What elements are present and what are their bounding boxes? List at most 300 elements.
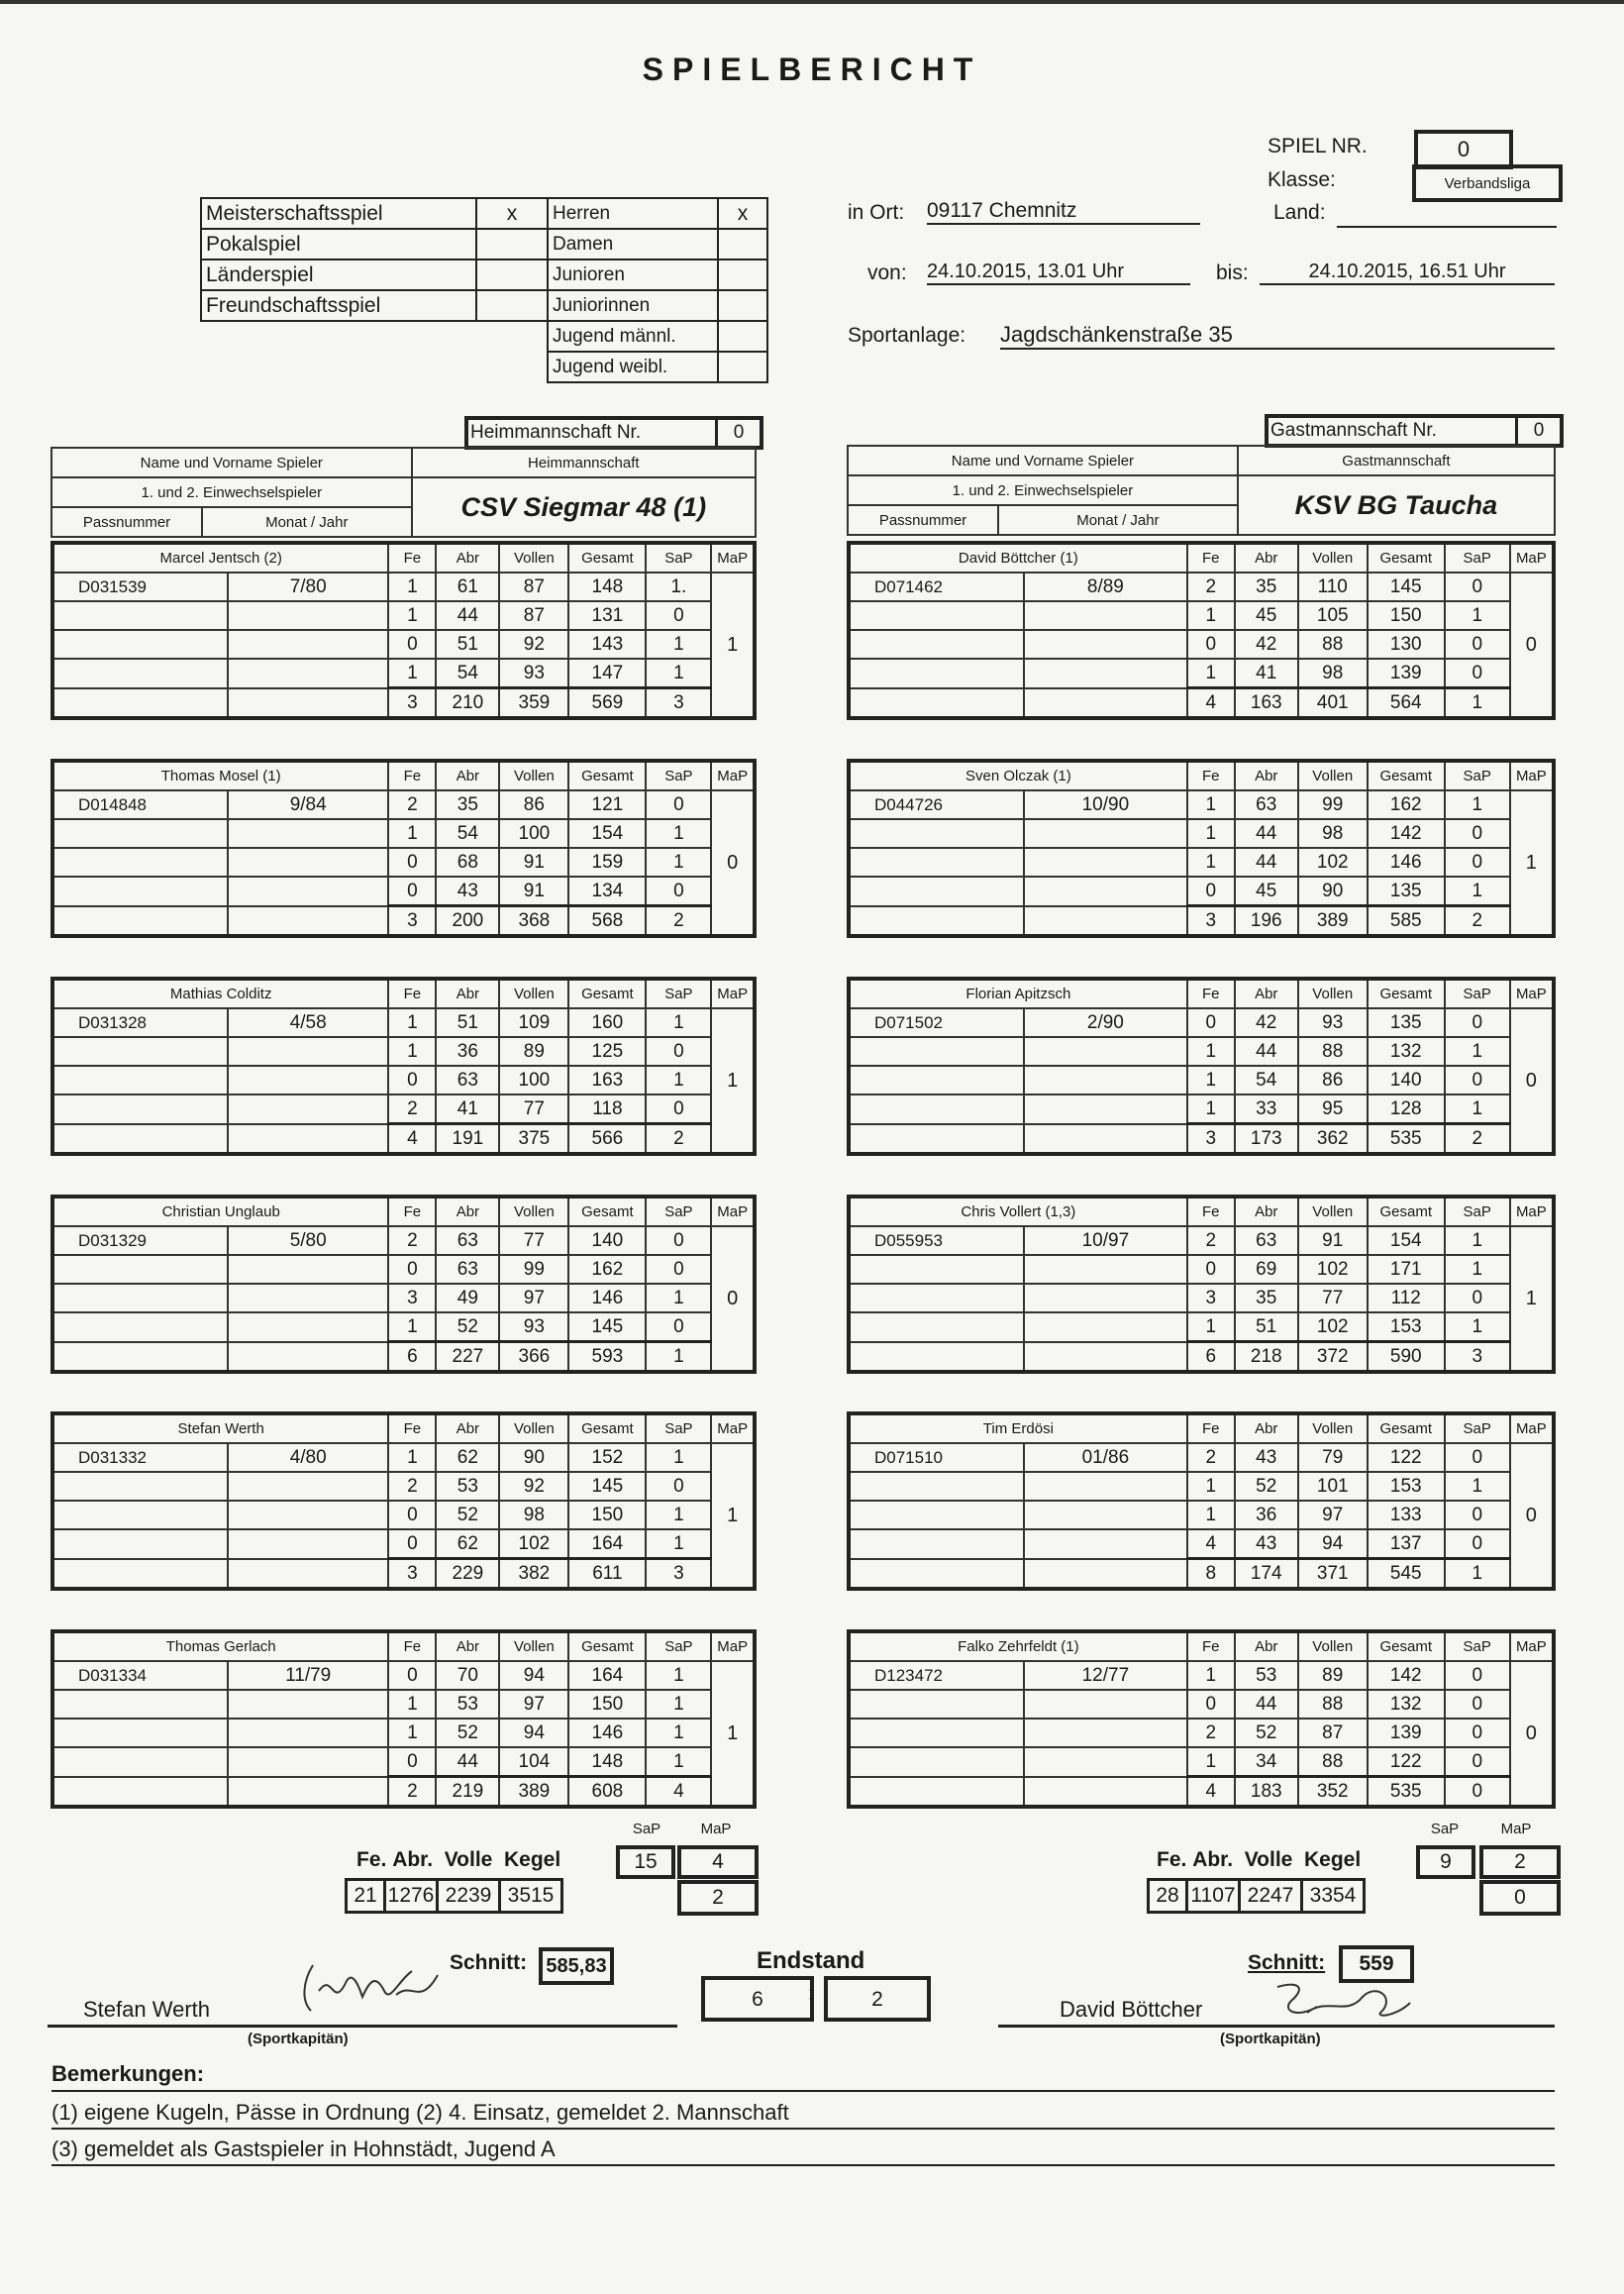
category-label: Jugend männl.	[548, 321, 718, 352]
guest-captain-signature	[1268, 1967, 1426, 2027]
throw-cell: 88	[1298, 630, 1368, 659]
throw-cell: 146	[568, 1719, 646, 1747]
vollen-header: Vollen	[499, 1197, 568, 1226]
throw-cell: 94	[1298, 1529, 1368, 1559]
empty-cell	[52, 688, 228, 719]
guest-sum-labels	[1157, 1848, 1361, 1872]
throw-row	[849, 659, 1554, 688]
throw-cell: 0	[1445, 1529, 1510, 1559]
throw-cell: 1	[388, 573, 436, 601]
throw-cell: 0	[388, 877, 436, 906]
empty-cell	[228, 1095, 388, 1124]
fe-header: Fe	[1187, 979, 1235, 1008]
throw-cell: 1	[1445, 1095, 1510, 1124]
throw-row	[52, 1661, 755, 1690]
guest-sum-kegel: 3354	[1302, 1880, 1365, 1913]
throw-cell: 54	[1235, 1066, 1298, 1095]
throw-row	[849, 630, 1554, 659]
throw-cell: 131	[568, 601, 646, 630]
empty-cell	[228, 1284, 388, 1312]
empty-cell	[1024, 1312, 1187, 1342]
total-cell: 389	[499, 1777, 568, 1808]
throw-cell: 105	[1298, 601, 1368, 630]
throw-row	[849, 1312, 1554, 1342]
throw-cell: 148	[568, 573, 646, 601]
category-mark	[718, 352, 767, 382]
total-row	[52, 1559, 755, 1590]
throw-cell: 1	[1445, 601, 1510, 630]
throw-cell: 1	[1445, 1226, 1510, 1255]
sap-header: SaP	[646, 1631, 711, 1661]
throw-row	[849, 601, 1554, 630]
map-header: MaP	[711, 979, 755, 1008]
throw-cell: 1	[388, 1312, 436, 1342]
spiel-nr-box: 0	[1414, 130, 1513, 169]
player-date: 10/90	[1024, 790, 1187, 819]
empty-cell	[228, 848, 388, 877]
empty-cell	[1024, 601, 1187, 630]
guest-map-label: MaP	[1500, 1821, 1532, 1837]
throw-cell: 90	[499, 1443, 568, 1472]
ort-label: in Ort:	[848, 201, 905, 224]
endstand-label: Endstand	[757, 1947, 865, 1974]
player-date: 2/90	[1024, 1008, 1187, 1037]
gesamt-header: Gesamt	[568, 1413, 646, 1443]
guest-captain-line	[998, 2025, 1555, 2028]
throw-cell: 91	[499, 848, 568, 877]
throw-cell: 44	[1235, 819, 1298, 848]
empty-cell	[1024, 1255, 1187, 1284]
total-row	[52, 1777, 755, 1808]
player-date: 01/86	[1024, 1443, 1187, 1472]
empty-cell	[849, 848, 1024, 877]
top-edge	[0, 0, 1624, 4]
throw-cell: 53	[1235, 1661, 1298, 1690]
empty-cell	[228, 877, 388, 906]
empty-cell	[52, 1312, 228, 1342]
throw-cell: 0	[1445, 1690, 1510, 1719]
sum-volle-label: Volle	[444, 1848, 493, 1871]
vollen-header: Vollen	[1298, 761, 1368, 790]
player-name: Thomas Gerlach	[52, 1631, 388, 1661]
ort-value: 09117 Chemnitz	[927, 199, 1200, 225]
sportanlage-label: Sportanlage:	[848, 324, 966, 347]
throw-cell: 87	[499, 573, 568, 601]
empty-cell	[849, 1747, 1024, 1777]
throw-cell: 87	[1298, 1719, 1368, 1747]
throw-cell: 42	[1235, 630, 1298, 659]
player-pass: D071502	[849, 1008, 1024, 1037]
throw-cell: 2	[388, 790, 436, 819]
throw-cell: 0	[1445, 1008, 1510, 1037]
vollen-header: Vollen	[1298, 1631, 1368, 1661]
empty-cell	[849, 659, 1024, 688]
throw-cell: 1	[1187, 659, 1235, 688]
throw-cell: 91	[499, 877, 568, 906]
throw-row	[52, 848, 755, 877]
empty-cell	[1024, 630, 1187, 659]
throw-cell: 97	[1298, 1501, 1368, 1529]
throw-cell: 133	[1368, 1501, 1445, 1529]
throw-cell: 52	[436, 1501, 499, 1529]
empty-cell	[52, 877, 228, 906]
home-player-block	[51, 977, 757, 1156]
throw-cell: 36	[436, 1037, 499, 1066]
fe-header: Fe	[1187, 543, 1235, 573]
home-sum-abr: 1276	[385, 1880, 438, 1913]
empty-cell	[849, 1037, 1024, 1066]
empty-cell	[228, 1777, 388, 1808]
sap-header: SaP	[1445, 1197, 1510, 1226]
sap-header: SaP	[1445, 1631, 1510, 1661]
empty-cell	[849, 1472, 1024, 1501]
empty-cell	[1024, 1095, 1187, 1124]
abr-header: Abr	[1235, 1631, 1298, 1661]
vollen-header: Vollen	[499, 1413, 568, 1443]
throw-cell: 153	[1368, 1312, 1445, 1342]
throw-cell: 43	[1235, 1529, 1298, 1559]
sap-header: SaP	[646, 761, 711, 790]
player-pass: D055953	[849, 1226, 1024, 1255]
player-name: David Böttcher (1)	[849, 543, 1187, 573]
einwechsel-header: 1. und 2. Einwechselspieler	[848, 475, 1238, 505]
player-pass: D031328	[52, 1008, 228, 1037]
total-row	[52, 1342, 755, 1373]
empty-cell	[52, 1501, 228, 1529]
throw-cell: 1	[646, 848, 711, 877]
throw-row	[849, 1008, 1554, 1037]
throw-cell: 0	[646, 1095, 711, 1124]
player-date: 9/84	[228, 790, 388, 819]
empty-cell	[1024, 659, 1187, 688]
empty-cell	[228, 688, 388, 719]
throw-cell: 93	[1298, 1008, 1368, 1037]
empty-cell	[228, 819, 388, 848]
abr-header: Abr	[1235, 979, 1298, 1008]
throw-row	[849, 790, 1554, 819]
empty-cell	[1024, 688, 1187, 719]
empty-cell	[228, 1472, 388, 1501]
throw-cell: 69	[1235, 1255, 1298, 1284]
throw-cell: 1	[646, 1719, 711, 1747]
sap-header: SaP	[1445, 1413, 1510, 1443]
throw-row	[52, 1312, 755, 1342]
home-sum-kegel: 3515	[500, 1880, 562, 1913]
fe-header: Fe	[388, 1197, 436, 1226]
player-date: 4/80	[228, 1443, 388, 1472]
player-name: Florian Apitzsch	[849, 979, 1187, 1008]
empty-cell	[1024, 819, 1187, 848]
total-cell: 2	[1445, 906, 1510, 937]
total-cell: 590	[1368, 1342, 1445, 1373]
throw-cell: 2	[388, 1095, 436, 1124]
total-row	[52, 1124, 755, 1155]
throw-cell: 0	[388, 1501, 436, 1529]
throw-cell: 0	[1187, 877, 1235, 906]
sum-abr-label: Abr.	[1192, 1848, 1234, 1871]
throw-cell: 52	[436, 1312, 499, 1342]
empty-cell	[1024, 1559, 1187, 1590]
throw-cell: 35	[1235, 1284, 1298, 1312]
throw-cell: 143	[568, 630, 646, 659]
throw-cell: 0	[388, 1661, 436, 1690]
empty-cell	[228, 1690, 388, 1719]
throw-cell: 63	[436, 1226, 499, 1255]
empty-cell	[228, 1312, 388, 1342]
empty-cell	[1024, 1472, 1187, 1501]
category-mark	[718, 229, 767, 260]
throw-cell: 63	[1235, 1226, 1298, 1255]
throw-cell: 134	[568, 877, 646, 906]
throw-cell: 146	[568, 1284, 646, 1312]
sportanlage-value: Jagdschänkenstraße 35	[1000, 322, 1555, 350]
empty-cell	[228, 1559, 388, 1590]
home-sum-fe: 21	[347, 1880, 385, 1913]
vollen-header: Vollen	[1298, 1197, 1368, 1226]
total-cell: 1	[1445, 688, 1510, 719]
throw-cell: 1	[1187, 1066, 1235, 1095]
remarks-label: Bemerkungen:	[51, 2061, 205, 2086]
throw-row	[849, 1690, 1554, 1719]
throw-cell: 162	[568, 1255, 646, 1284]
throw-cell: 1	[646, 630, 711, 659]
throw-cell: 0	[1445, 573, 1510, 601]
throw-row	[52, 1719, 755, 1747]
monat-jahr-header: Monat / Jahr	[998, 505, 1238, 535]
empty-cell	[1024, 1690, 1187, 1719]
total-cell: 371	[1298, 1559, 1368, 1590]
throw-cell: 164	[568, 1661, 646, 1690]
total-cell: 2	[646, 906, 711, 937]
guest-sap-label: SaP	[1430, 1821, 1460, 1837]
throw-cell: 53	[436, 1472, 499, 1501]
gesamt-header: Gesamt	[1368, 1413, 1445, 1443]
throw-cell: 154	[568, 819, 646, 848]
throw-cell: 2	[1187, 1226, 1235, 1255]
total-cell: 4	[1187, 1777, 1235, 1808]
throw-cell: 1	[1445, 1312, 1510, 1342]
fe-header: Fe	[1187, 1413, 1235, 1443]
throw-row	[849, 1747, 1554, 1777]
empty-cell	[228, 659, 388, 688]
throw-cell: 94	[499, 1661, 568, 1690]
home-nr-value: 0	[715, 420, 760, 446]
throw-cell: 145	[568, 1312, 646, 1342]
player-map: 1	[711, 1661, 755, 1807]
name-header: Name und Vorname Spieler	[848, 446, 1238, 475]
empty-cell	[52, 1719, 228, 1747]
total-row	[849, 1777, 1554, 1808]
empty-cell	[52, 819, 228, 848]
player-name: Marcel Jentsch (2)	[52, 543, 388, 573]
total-cell: 566	[568, 1124, 646, 1155]
total-cell: 535	[1368, 1777, 1445, 1808]
empty-cell	[849, 601, 1024, 630]
sum-abr-label: Abr.	[392, 1848, 434, 1871]
empty-cell	[1024, 1066, 1187, 1095]
empty-cell	[52, 1529, 228, 1559]
home-team-header	[51, 447, 757, 538]
empty-cell	[849, 1777, 1024, 1808]
guest-nr-box	[1265, 414, 1564, 448]
throw-cell: 109	[499, 1008, 568, 1037]
throw-cell: 62	[436, 1443, 499, 1472]
throw-cell: 102	[1298, 1312, 1368, 1342]
total-cell: 6	[388, 1342, 436, 1373]
abr-header: Abr	[436, 1631, 499, 1661]
throw-cell: 44	[1235, 848, 1298, 877]
total-cell: 568	[568, 906, 646, 937]
gesamt-header: Gesamt	[568, 1631, 646, 1661]
player-map: 0	[711, 790, 755, 936]
throw-cell: 1	[1445, 1255, 1510, 1284]
throw-cell: 1	[1445, 790, 1510, 819]
game-type-mark	[476, 229, 548, 260]
throw-cell: 1	[388, 659, 436, 688]
throw-row	[849, 1066, 1554, 1095]
home-sum-volle: 2239	[438, 1880, 500, 1913]
throw-cell: 93	[499, 1312, 568, 1342]
passnummer-header: Passnummer	[848, 505, 998, 535]
fe-header: Fe	[388, 543, 436, 573]
category-label: Juniorinnen	[548, 290, 718, 321]
throw-cell: 1	[646, 1661, 711, 1690]
throw-cell: 1.	[646, 573, 711, 601]
total-cell: 1	[646, 1342, 711, 1373]
throw-cell: 163	[568, 1066, 646, 1095]
empty-cell	[849, 1690, 1024, 1719]
throw-cell: 91	[1298, 1226, 1368, 1255]
empty-cell	[52, 1747, 228, 1777]
throw-cell: 150	[568, 1501, 646, 1529]
throw-cell: 92	[499, 630, 568, 659]
empty-cell	[228, 1342, 388, 1373]
empty-cell	[849, 906, 1024, 937]
throw-cell: 94	[499, 1719, 568, 1747]
throw-cell: 1	[646, 1008, 711, 1037]
throw-cell: 35	[436, 790, 499, 819]
throw-cell: 1	[1187, 1472, 1235, 1501]
home-captain-signature	[293, 1951, 461, 2019]
player-pass: D123472	[849, 1661, 1024, 1690]
throw-row	[52, 1690, 755, 1719]
total-cell: 227	[436, 1342, 499, 1373]
throw-cell: 100	[499, 1066, 568, 1095]
throw-cell: 171	[1368, 1255, 1445, 1284]
total-cell: 173	[1235, 1124, 1298, 1155]
total-cell: 593	[568, 1342, 646, 1373]
throw-cell: 1	[646, 1747, 711, 1777]
throw-cell: 87	[499, 601, 568, 630]
game-type-mark	[476, 290, 548, 321]
total-cell: 191	[436, 1124, 499, 1155]
throw-row	[52, 1226, 755, 1255]
throw-cell: 0	[1445, 659, 1510, 688]
total-cell: 163	[1235, 688, 1298, 719]
player-map: 1	[1510, 1226, 1554, 1372]
sap-header: SaP	[646, 979, 711, 1008]
guest-map-final: 0	[1479, 1880, 1561, 1916]
total-cell: 545	[1368, 1559, 1445, 1590]
throw-cell: 1	[1187, 601, 1235, 630]
spacer	[201, 321, 476, 352]
throw-cell: 0	[1187, 1008, 1235, 1037]
throw-cell: 45	[1235, 877, 1298, 906]
throw-cell: 1	[1187, 790, 1235, 819]
throw-cell: 0	[1187, 1255, 1235, 1284]
throw-row	[52, 1472, 755, 1501]
throw-cell: 99	[499, 1255, 568, 1284]
throw-cell: 1	[388, 819, 436, 848]
guest-map-total: 2	[1479, 1845, 1561, 1879]
total-cell: 219	[436, 1777, 499, 1808]
guest-player-block	[847, 759, 1556, 938]
throw-cell: 0	[646, 601, 711, 630]
throw-cell: 1	[646, 1443, 711, 1472]
player-pass: D044726	[849, 790, 1024, 819]
throw-row	[52, 630, 755, 659]
throw-cell: 98	[1298, 659, 1368, 688]
empty-cell	[1024, 1124, 1187, 1155]
throw-cell: 135	[1368, 877, 1445, 906]
throw-cell: 97	[499, 1284, 568, 1312]
throw-cell: 1	[646, 819, 711, 848]
gesamt-header: Gesamt	[1368, 1197, 1445, 1226]
throw-cell: 98	[1298, 819, 1368, 848]
guest-player-block	[847, 977, 1556, 1156]
throw-cell: 1	[646, 1066, 711, 1095]
throw-cell: 63	[436, 1066, 499, 1095]
total-cell: 174	[1235, 1559, 1298, 1590]
total-row	[52, 906, 755, 937]
player-name: Tim Erdösi	[849, 1413, 1187, 1443]
spacer	[201, 352, 476, 382]
player-name: Sven Olczak (1)	[849, 761, 1187, 790]
map-header: MaP	[1510, 979, 1554, 1008]
throw-cell: 89	[1298, 1661, 1368, 1690]
player-date: 5/80	[228, 1226, 388, 1255]
total-cell: 3	[646, 688, 711, 719]
sum-kegel-label: Kegel	[1304, 1848, 1362, 1871]
empty-cell	[1024, 1037, 1187, 1066]
throw-cell: 0	[646, 1312, 711, 1342]
vollen-header: Vollen	[499, 979, 568, 1008]
von-label: von:	[867, 261, 907, 284]
empty-cell	[228, 1501, 388, 1529]
player-date: 7/80	[228, 573, 388, 601]
throw-cell: 148	[568, 1747, 646, 1777]
fe-header: Fe	[1187, 1631, 1235, 1661]
throw-row	[849, 573, 1554, 601]
throw-cell: 142	[1368, 1661, 1445, 1690]
fe-header: Fe	[388, 979, 436, 1008]
empty-cell	[849, 1066, 1024, 1095]
vollen-header: Vollen	[499, 1631, 568, 1661]
throw-cell: 1	[1187, 1747, 1235, 1777]
throw-cell: 86	[1298, 1066, 1368, 1095]
empty-cell	[849, 1095, 1024, 1124]
throw-cell: 3	[388, 1284, 436, 1312]
total-cell: 366	[499, 1342, 568, 1373]
fe-header: Fe	[388, 761, 436, 790]
gesamt-header: Gesamt	[568, 543, 646, 573]
bis-label: bis:	[1216, 261, 1249, 284]
throw-cell: 102	[1298, 1255, 1368, 1284]
throw-row	[52, 573, 755, 601]
guest-nr-label: Gastmannschaft Nr.	[1270, 420, 1437, 441]
throw-cell: 162	[1368, 790, 1445, 819]
throw-row	[52, 1284, 755, 1312]
